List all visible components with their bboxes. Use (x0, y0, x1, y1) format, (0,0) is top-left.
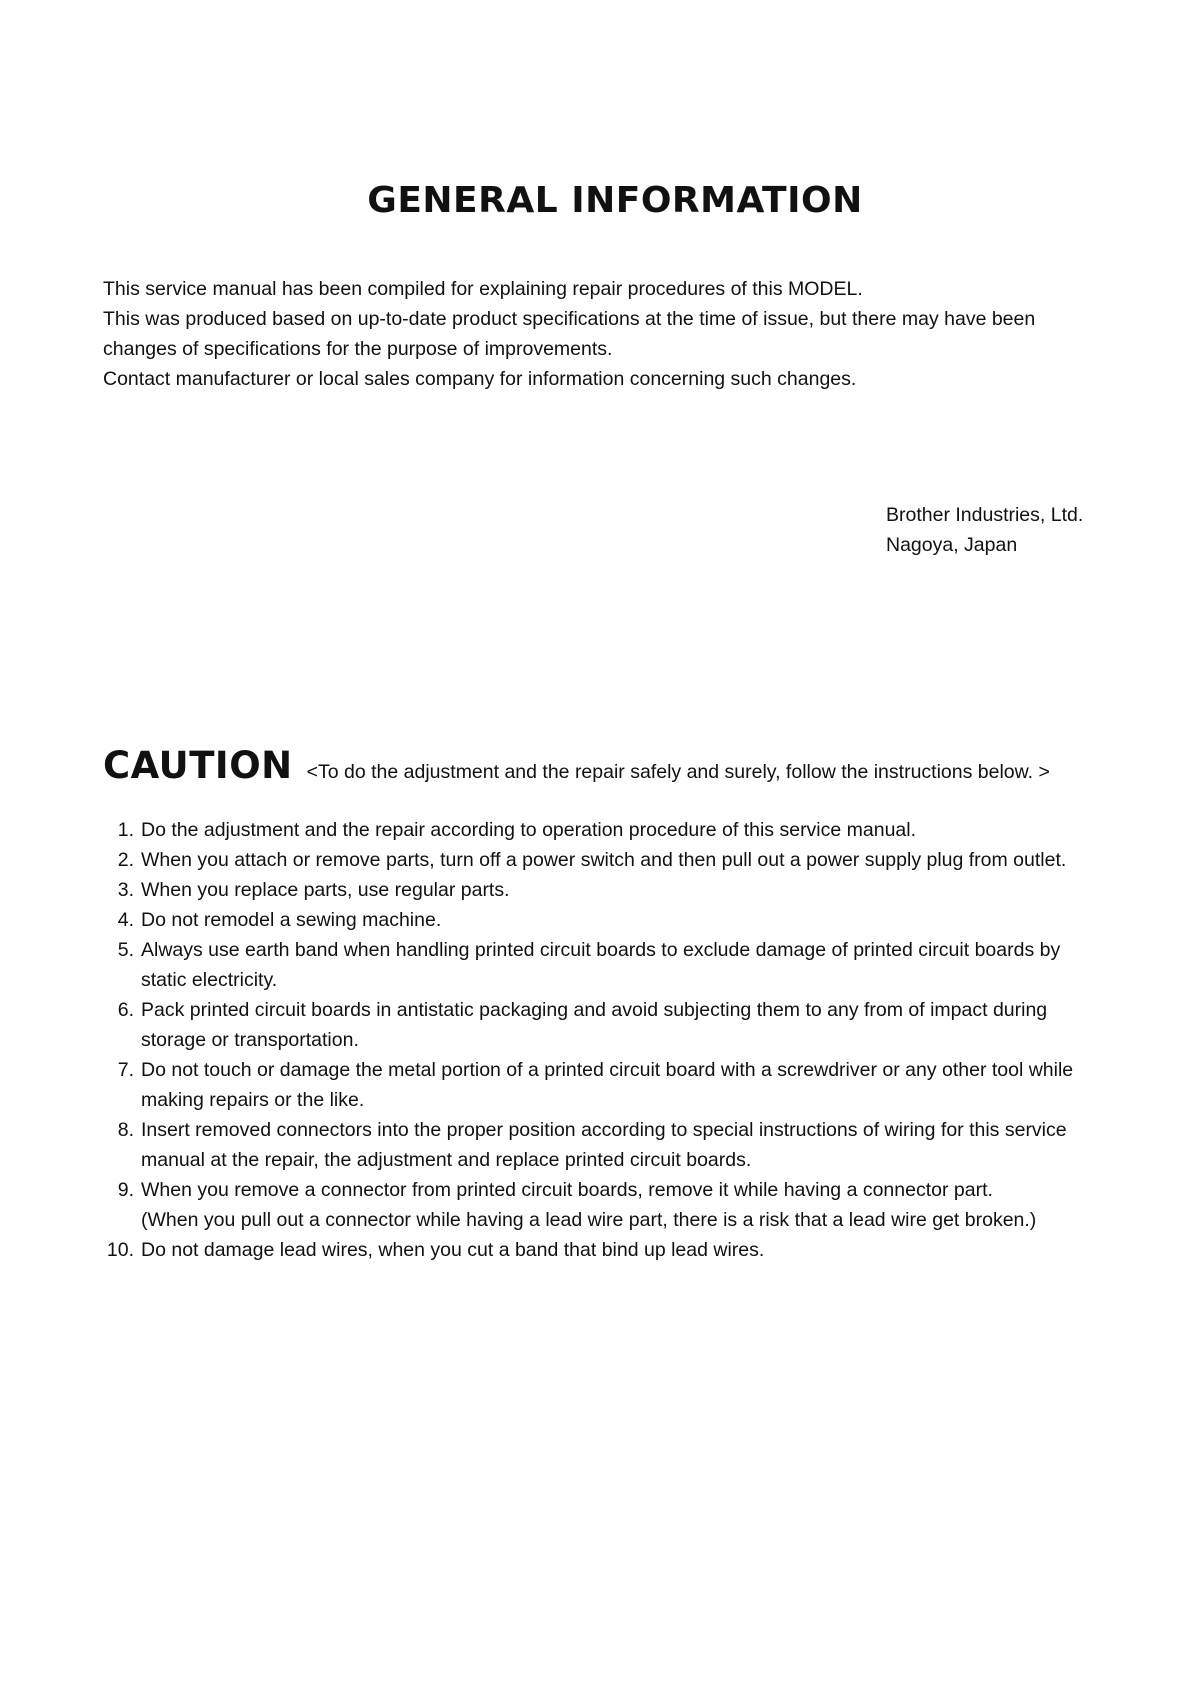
caution-list (103, 815, 1113, 1265)
intro-line: This was produced based on up-to-date product specifications at the time of issue, but there may have been (103, 308, 1036, 330)
caution-item-line: When you attach or remove parts, turn off a power switch and then pull out a power supply plug from outlet. (141, 849, 1067, 871)
signature-block (886, 500, 1083, 560)
company-location: Nagoya, Japan (886, 534, 1018, 556)
caution-item-number: 4. (117, 909, 134, 931)
caution-note: <To do the adjustment and the repair safely and surely, follow the instructions below. > (306, 761, 1050, 783)
caution-item-text (141, 845, 1113, 875)
caution-item-number: 5. (117, 939, 134, 961)
caution-item (103, 1055, 1113, 1115)
caution-header (103, 744, 1103, 787)
caution-item-number: 6. (117, 999, 134, 1021)
intro-line: changes of specifications for the purpose of improvements. (103, 338, 613, 360)
caution-item (103, 1175, 1113, 1235)
caution-item-text (141, 875, 1113, 905)
caution-item-line: static electricity. (141, 969, 278, 991)
caution-item-text (141, 935, 1113, 995)
caution-item-line: storage or transportation. (141, 1029, 359, 1051)
caution-item-number: 9. (117, 1179, 134, 1201)
caution-item (103, 905, 1113, 935)
caution-item (103, 845, 1113, 875)
caution-item-text (141, 995, 1113, 1055)
caution-item-line: Pack printed circuit boards in antistatic packaging and avoid subjecting them to any from of impact during (141, 999, 1048, 1021)
caution-item-number: 3. (117, 879, 134, 901)
caution-item-line: Do not touch or damage the metal portion of a printed circuit board with a screwdriver or any other tool while (141, 1059, 1074, 1081)
caution-item (103, 815, 1113, 845)
caution-item-number: 8. (117, 1119, 134, 1141)
caution-item-number: 1. (117, 819, 134, 841)
caution-item-line: (When you pull out a connector while having a lead wire part, there is a risk that a lead wire get broken.) (141, 1209, 1037, 1231)
caution-item-line: When you remove a connector from printed circuit boards, remove it while having a connector part. (141, 1179, 993, 1201)
caution-item (103, 1235, 1113, 1265)
intro-line: Contact manufacturer or local sales company for information concerning such changes. (103, 368, 857, 390)
caution-item-text (141, 905, 1113, 935)
page-title: GENERAL INFORMATION (367, 180, 863, 221)
caution-item-text (141, 1115, 1113, 1175)
caution-item-number: 2. (117, 849, 134, 871)
intro-line: This service manual has been compiled for explaining repair procedures of this MODEL. (103, 278, 863, 300)
caution-item-line: When you replace parts, use regular parts. (141, 879, 510, 901)
caution-item-line: Do not remodel a sewing machine. (141, 909, 442, 931)
intro-paragraph (103, 274, 1103, 394)
caution-item-text (141, 1175, 1113, 1235)
caution-item (103, 1115, 1113, 1175)
caution-item (103, 875, 1113, 905)
caution-item-number: 10. (106, 1239, 134, 1261)
company-name: Brother Industries, Ltd. (886, 504, 1084, 526)
caution-item-text (141, 1235, 1113, 1265)
caution-item-line: Do not damage lead wires, when you cut a band that bind up lead wires. (141, 1239, 765, 1261)
caution-item-line: making repairs or the like. (141, 1089, 365, 1111)
caution-item-line: Do the adjustment and the repair according to operation procedure of this service manual. (141, 819, 917, 841)
caution-item (103, 995, 1113, 1055)
caution-item-text (141, 1055, 1113, 1115)
caution-item-line: Always use earth band when handling printed circuit boards to exclude damage of printed circuit boards by (141, 939, 1061, 961)
caution-item-line: manual at the repair, the adjustment and replace printed circuit boards. (141, 1149, 752, 1171)
caution-item-line: Insert removed connectors into the proper position according to special instructions of wiring for this service (141, 1119, 1067, 1141)
caution-item-number: 7. (117, 1059, 134, 1081)
caution-heading: CAUTION (103, 744, 293, 787)
caution-item-text (141, 815, 1113, 845)
caution-item (103, 935, 1113, 995)
